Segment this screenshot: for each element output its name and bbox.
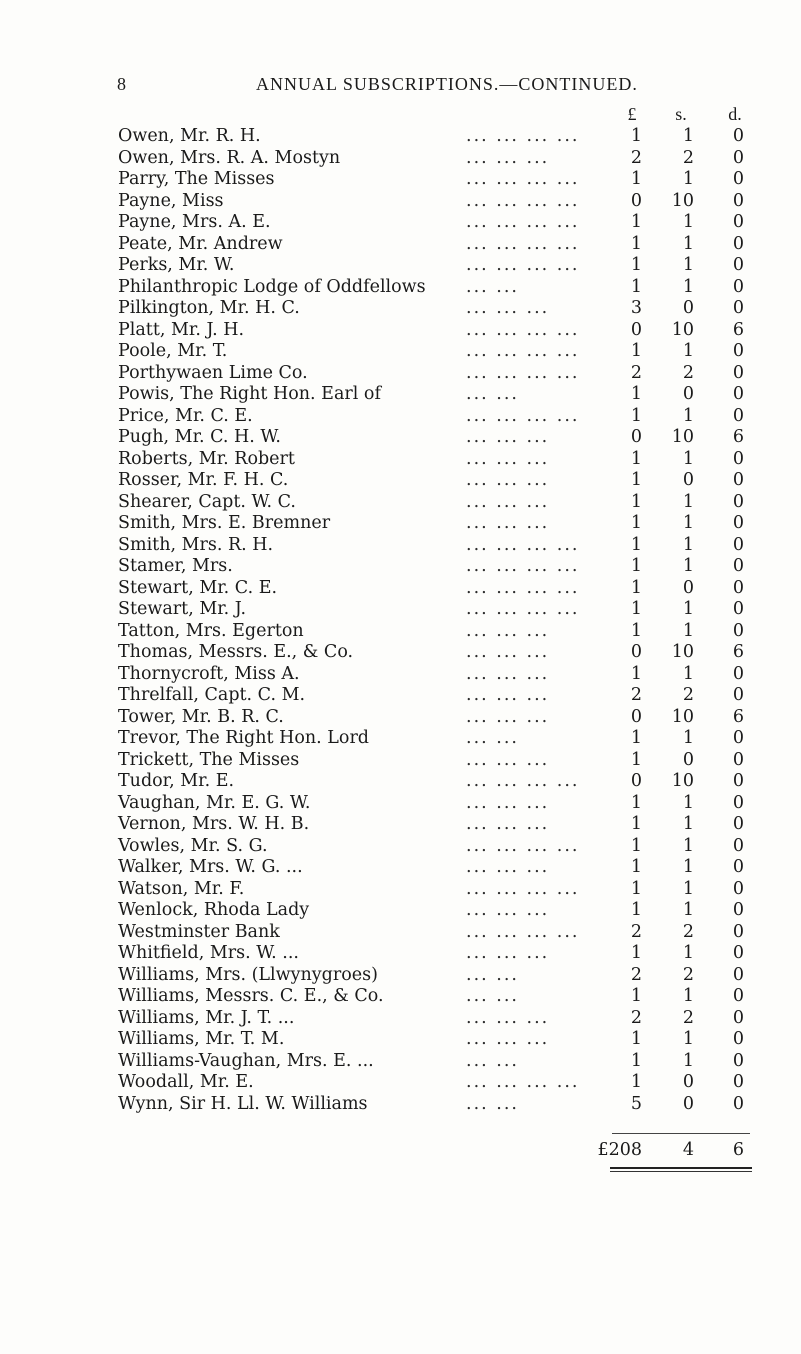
- table-row: [0, 857, 801, 879]
- subscriber-name: Owen, Mrs. R. A. Mostyn: [118, 147, 341, 168]
- table-row: [0, 879, 801, 901]
- subscriber-name: Threlfall, Capt. C. M.: [118, 685, 306, 705]
- subscription-list: [0, 126, 801, 1115]
- leader-dots: ... ... ...: [466, 470, 550, 490]
- table-row: [0, 427, 801, 449]
- amount-shillings: 10: [671, 706, 694, 727]
- subscriber-name: Williams, Mr. T. M.: [118, 1029, 285, 1049]
- amount-pounds: 1: [630, 169, 642, 189]
- table-row: [0, 1051, 801, 1073]
- leader-dots: ... ... ... ...: [466, 319, 580, 340]
- amount-pounds: 1: [630, 233, 642, 254]
- amount-shillings: 1: [682, 255, 694, 275]
- amount-shillings: 0: [682, 749, 694, 770]
- table-row: [0, 707, 801, 729]
- amount-pounds: 0: [630, 771, 642, 791]
- leader-dots: ... ... ... ...: [466, 255, 580, 275]
- amount-pence: 0: [732, 986, 744, 1006]
- table-row: [0, 986, 801, 1008]
- leader-dots: ... ... ...: [466, 943, 550, 963]
- table-row: [0, 1008, 801, 1030]
- leader-dots: ... ... ...: [466, 900, 550, 920]
- amount-shillings: 0: [682, 577, 694, 598]
- table-row: [0, 470, 801, 492]
- leader-dots: ... ... ...: [466, 749, 550, 770]
- amount-pounds: 1: [630, 212, 642, 232]
- leader-dots: ... ... ... ...: [466, 405, 580, 426]
- amount-pence: 0: [732, 620, 744, 641]
- amount-pounds: 1: [630, 663, 642, 684]
- amount-pence: 0: [732, 964, 744, 985]
- amount-pence: 0: [732, 921, 744, 942]
- leader-dots: ... ... ...: [466, 513, 550, 533]
- subscriber-name: Trevor, The Right Hon. Lord: [118, 728, 370, 748]
- leader-dots: ... ... ...: [466, 427, 550, 447]
- shillings-column-header: s.: [675, 104, 687, 124]
- subscriber-name: Williams, Mr. J. T. ...: [118, 1007, 295, 1028]
- table-row: [0, 621, 801, 643]
- leader-dots: ... ... ...: [466, 1007, 550, 1028]
- amount-shillings: 1: [682, 599, 694, 619]
- subscriber-name: Perks, Mr. W.: [118, 255, 235, 275]
- table-row: [0, 578, 801, 600]
- amount-pounds: 1: [630, 1029, 642, 1049]
- subscriber-name: Peate, Mr. Andrew: [118, 233, 283, 254]
- table-row: [0, 406, 801, 428]
- table-row: [0, 771, 801, 793]
- subscriber-name: Trickett, The Misses: [118, 749, 300, 770]
- leader-dots: ... ... ... ...: [466, 771, 580, 791]
- amount-shillings: 10: [671, 190, 694, 211]
- amount-shillings: 10: [671, 771, 694, 791]
- amount-pounds: 0: [630, 190, 642, 211]
- amount-pounds: 0: [630, 642, 642, 662]
- table-row: [0, 793, 801, 815]
- amount-pence: 0: [732, 362, 744, 383]
- table-row: [0, 492, 801, 514]
- subscriber-name: Woodall, Mr. E.: [118, 1072, 254, 1092]
- subscriber-name: Thomas, Messrs. E., & Co.: [118, 642, 354, 662]
- amount-shillings: 1: [682, 878, 694, 899]
- leader-dots: ... ... ... ...: [466, 921, 580, 942]
- amount-pounds: 1: [630, 448, 642, 469]
- table-row: [0, 1072, 801, 1094]
- amount-pounds: 1: [630, 857, 642, 877]
- table-row: [0, 212, 801, 234]
- leader-dots: ... ... ... ...: [466, 126, 580, 146]
- amount-pence: 0: [732, 1050, 744, 1071]
- amount-pounds: 1: [630, 986, 642, 1006]
- leader-dots: ... ...: [466, 1050, 519, 1071]
- amount-pence: 0: [732, 685, 744, 705]
- amount-pence: 0: [732, 1007, 744, 1028]
- amount-shillings: 2: [682, 921, 694, 942]
- leader-dots: ... ... ... ...: [466, 341, 580, 361]
- page-header: [0, 74, 801, 98]
- total-row: [0, 1140, 801, 1164]
- amount-shillings: 1: [682, 835, 694, 856]
- amount-pounds: 0: [630, 427, 642, 447]
- running-title: ANNUAL SUBSCRIPTIONS.—CONTINUED.: [256, 74, 638, 94]
- subscriber-name: Wenlock, Rhoda Lady: [118, 900, 310, 920]
- leader-dots: ... ... ... ...: [466, 878, 580, 899]
- amount-pence: 6: [732, 706, 744, 727]
- amount-shillings: 1: [682, 491, 694, 512]
- amount-pounds: 0: [630, 706, 642, 727]
- leader-dots: ... ... ...: [466, 685, 550, 705]
- amount-pounds: 3: [630, 298, 642, 318]
- subscriber-name: Payne, Mrs. A. E.: [118, 212, 271, 232]
- table-row: [0, 599, 801, 621]
- total-rule: [612, 1133, 750, 1134]
- amount-pence: 0: [732, 513, 744, 533]
- amount-shillings: 1: [682, 943, 694, 963]
- subscriber-name: Porthywaen Lime Co.: [118, 362, 308, 383]
- amount-pounds: 1: [630, 1072, 642, 1092]
- table-row: [0, 255, 801, 277]
- table-row: [0, 664, 801, 686]
- amount-shillings: 1: [682, 534, 694, 555]
- subscriber-name: Thornycroft, Miss A.: [118, 663, 300, 684]
- table-row: [0, 298, 801, 320]
- leader-dots: ... ... ...: [466, 147, 550, 168]
- amount-pence: 0: [732, 190, 744, 211]
- total-pounds: £208: [597, 1140, 642, 1160]
- amount-pounds: 2: [630, 921, 642, 942]
- table-row: [0, 384, 801, 406]
- amount-shillings: 1: [682, 513, 694, 533]
- amount-shillings: 1: [682, 1050, 694, 1071]
- table-row: [0, 900, 801, 922]
- amount-pounds: 1: [630, 470, 642, 490]
- amount-pounds: 2: [630, 685, 642, 705]
- subscriber-name: Price, Mr. C. E.: [118, 405, 253, 426]
- amount-pounds: 1: [630, 728, 642, 748]
- table-row: [0, 685, 801, 707]
- amount-shillings: 1: [682, 448, 694, 469]
- table-row: [0, 728, 801, 750]
- amount-pounds: 1: [630, 126, 642, 146]
- table-row: [0, 341, 801, 363]
- leader-dots: ... ...: [466, 384, 519, 404]
- table-row: [0, 320, 801, 342]
- subscriber-name: Payne, Miss: [118, 190, 224, 211]
- double-rule-upper: [610, 1167, 752, 1169]
- amount-shillings: 1: [682, 233, 694, 254]
- amount-pence: 0: [732, 255, 744, 275]
- subscriber-name: Whitfield, Mrs. W. ...: [118, 943, 299, 963]
- subscriber-name: Vowles, Mr. S. G.: [118, 835, 268, 856]
- amount-pence: 0: [732, 577, 744, 598]
- amount-pounds: 1: [630, 405, 642, 426]
- amount-pounds: 2: [630, 362, 642, 383]
- amount-pence: 0: [732, 556, 744, 576]
- subscriber-name: Wynn, Sir H. Ll. W. Williams: [118, 1093, 368, 1114]
- leader-dots: ... ...: [466, 986, 519, 1006]
- leader-dots: ... ... ...: [466, 814, 550, 834]
- amount-pence: 0: [732, 878, 744, 899]
- subscriber-name: Walker, Mrs. W. G. ...: [118, 857, 303, 877]
- amount-pounds: 2: [630, 1007, 642, 1028]
- amount-shillings: 0: [682, 298, 694, 318]
- subscriber-name: Tudor, Mr. E.: [118, 771, 235, 791]
- amount-shillings: 1: [682, 792, 694, 813]
- amount-pounds: 1: [630, 513, 642, 533]
- amount-pounds: 1: [630, 878, 642, 899]
- amount-pounds: 5: [630, 1093, 642, 1114]
- amount-pounds: 1: [630, 534, 642, 555]
- table-row: [0, 535, 801, 557]
- subscriber-name: Williams, Messrs. C. E., & Co.: [118, 986, 384, 1006]
- amount-shillings: 1: [682, 1029, 694, 1049]
- subscriber-name: Powis, The Right Hon. Earl of: [118, 384, 381, 404]
- table-row: [0, 191, 801, 213]
- amount-shillings: 10: [671, 642, 694, 662]
- pounds-column-header: £: [627, 104, 637, 124]
- subscriber-name: Roberts, Mr. Robert: [118, 448, 295, 469]
- total-pence: 6: [732, 1140, 744, 1160]
- table-row: [0, 1029, 801, 1051]
- subscriber-name: Pugh, Mr. C. H. W.: [118, 427, 281, 447]
- subscriber-name: Vernon, Mrs. W. H. B.: [118, 814, 310, 834]
- amount-pence: 0: [732, 470, 744, 490]
- leader-dots: ... ...: [466, 964, 519, 985]
- subscriber-name: Watson, Mr. F.: [118, 878, 245, 899]
- amount-shillings: 10: [671, 319, 694, 340]
- leader-dots: ... ... ...: [466, 706, 550, 727]
- amount-shillings: 10: [671, 427, 694, 447]
- amount-pounds: 0: [630, 319, 642, 340]
- table-row: [0, 943, 801, 965]
- table-row: [0, 836, 801, 858]
- amount-pence: 0: [732, 1029, 744, 1049]
- table-row: [0, 234, 801, 256]
- amount-pounds: 2: [630, 964, 642, 985]
- amount-pence: 0: [732, 384, 744, 404]
- amount-pounds: 1: [630, 276, 642, 297]
- amount-pounds: 1: [630, 1050, 642, 1071]
- table-row: [0, 513, 801, 535]
- amount-shillings: 1: [682, 986, 694, 1006]
- subscriber-name: Philanthropic Lodge of Oddfellows: [118, 276, 426, 297]
- pence-column-header: d.: [728, 104, 742, 124]
- amount-shillings: 1: [682, 212, 694, 232]
- amount-shillings: 2: [682, 1007, 694, 1028]
- table-row: [0, 750, 801, 772]
- amount-pence: 0: [732, 943, 744, 963]
- amount-pence: 0: [732, 298, 744, 318]
- amount-shillings: 1: [682, 728, 694, 748]
- amount-pence: 0: [732, 728, 744, 748]
- leader-dots: ... ...: [466, 276, 519, 297]
- amount-pence: 0: [732, 835, 744, 856]
- amount-pounds: 1: [630, 814, 642, 834]
- table-row: [0, 642, 801, 664]
- amount-pounds: 1: [630, 255, 642, 275]
- amount-pounds: 1: [630, 792, 642, 813]
- amount-pence: 6: [732, 642, 744, 662]
- amount-pence: 0: [732, 857, 744, 877]
- leader-dots: ... ... ... ...: [466, 1072, 580, 1092]
- table-row: [0, 814, 801, 836]
- leader-dots: ... ...: [466, 1093, 519, 1114]
- leader-dots: ... ... ...: [466, 298, 550, 318]
- subscriber-name: Williams-Vaughan, Mrs. E. ...: [118, 1050, 374, 1071]
- amount-pounds: 1: [630, 491, 642, 512]
- amount-pence: 0: [732, 900, 744, 920]
- amount-pence: 0: [732, 771, 744, 791]
- amount-pence: 0: [732, 147, 744, 168]
- subscriber-name: Smith, Mrs. R. H.: [118, 534, 274, 555]
- subscriber-name: Tatton, Mrs. Egerton: [118, 620, 304, 641]
- table-row: [0, 126, 801, 148]
- amount-shillings: 2: [682, 147, 694, 168]
- table-row: [0, 169, 801, 191]
- subscriber-name: Pilkington, Mr. H. C.: [118, 298, 300, 318]
- amount-pence: 0: [732, 448, 744, 469]
- amount-pence: 0: [732, 341, 744, 361]
- page-number: 8: [117, 74, 127, 94]
- table-row: [0, 922, 801, 944]
- amount-pounds: 1: [630, 835, 642, 856]
- leader-dots: ... ... ...: [466, 620, 550, 641]
- amount-pounds: 1: [630, 943, 642, 963]
- amount-pounds: 1: [630, 599, 642, 619]
- amount-shillings: 1: [682, 663, 694, 684]
- amount-shillings: 0: [682, 1072, 694, 1092]
- amount-pence: 0: [732, 1093, 744, 1114]
- amount-pence: 0: [732, 491, 744, 512]
- amount-pence: 0: [732, 405, 744, 426]
- leader-dots: ... ... ...: [466, 642, 550, 662]
- amount-shillings: 1: [682, 814, 694, 834]
- subscriber-name: Stewart, Mr. C. E.: [118, 577, 278, 598]
- leader-dots: ... ... ... ...: [466, 599, 580, 619]
- amount-pounds: 1: [630, 341, 642, 361]
- leader-dots: ... ... ...: [466, 792, 550, 813]
- amount-shillings: 0: [682, 470, 694, 490]
- table-row: [0, 1094, 801, 1116]
- amount-pence: 0: [732, 663, 744, 684]
- amount-pence: 0: [732, 1072, 744, 1092]
- leader-dots: ... ... ... ...: [466, 169, 580, 189]
- leader-dots: ... ... ... ...: [466, 233, 580, 254]
- amount-pence: 0: [732, 233, 744, 254]
- total-shillings: 4: [682, 1140, 694, 1160]
- amount-shillings: 1: [682, 900, 694, 920]
- amount-pence: 0: [732, 212, 744, 232]
- subscriber-name: Parry, The Misses: [118, 169, 275, 189]
- table-row: [0, 556, 801, 578]
- leader-dots: ... ... ... ...: [466, 577, 580, 598]
- subscriber-name: Poole, Mr. T.: [118, 341, 228, 361]
- amount-shillings: 1: [682, 405, 694, 426]
- amount-shillings: 0: [682, 384, 694, 404]
- subscriber-name: Williams, Mrs. (Llwynygroes): [118, 964, 378, 985]
- amount-pounds: 1: [630, 620, 642, 641]
- table-row: [0, 277, 801, 299]
- subscriber-name: Platt, Mr. J. H.: [118, 319, 245, 340]
- subscriber-name: Stewart, Mr. J.: [118, 599, 247, 619]
- amount-pence: 0: [732, 534, 744, 555]
- amount-shillings: 1: [682, 341, 694, 361]
- amount-pounds: 1: [630, 384, 642, 404]
- amount-shillings: 0: [682, 1093, 694, 1114]
- leader-dots: ... ... ... ...: [466, 362, 580, 383]
- table-row: [0, 363, 801, 385]
- amount-pence: 6: [732, 427, 744, 447]
- amount-pence: 6: [732, 319, 744, 340]
- amount-shillings: 2: [682, 685, 694, 705]
- subscriber-name: Tower, Mr. B. R. C.: [118, 706, 284, 727]
- amount-pence: 0: [732, 749, 744, 770]
- leader-dots: ... ... ... ...: [466, 835, 580, 856]
- subscriber-name: Stamer, Mrs.: [118, 556, 233, 576]
- subscriber-name: Vaughan, Mr. E. G. W.: [118, 792, 311, 813]
- amount-pence: 0: [732, 792, 744, 813]
- amount-shillings: 1: [682, 620, 694, 641]
- subscriber-name: Rosser, Mr. F. H. C.: [118, 470, 289, 490]
- subscriber-name: Westminster Bank: [118, 921, 280, 942]
- table-row: [0, 965, 801, 987]
- leader-dots: ... ... ...: [466, 491, 550, 512]
- leader-dots: ... ... ...: [466, 448, 550, 469]
- table-row: [0, 449, 801, 471]
- amount-pounds: 1: [630, 900, 642, 920]
- amount-pence: 0: [732, 169, 744, 189]
- subscriber-name: Smith, Mrs. E. Bremner: [118, 513, 331, 533]
- amount-pence: 0: [732, 276, 744, 297]
- subscriber-name: Shearer, Capt. W. C.: [118, 491, 296, 512]
- amount-pounds: 1: [630, 556, 642, 576]
- leader-dots: ... ... ...: [466, 1029, 550, 1049]
- leader-dots: ... ... ...: [466, 857, 550, 877]
- leader-dots: ... ... ... ...: [466, 212, 580, 232]
- amount-shillings: 1: [682, 857, 694, 877]
- double-rule-lower: [610, 1171, 752, 1172]
- amount-pounds: 2: [630, 147, 642, 168]
- leader-dots: ... ... ...: [466, 663, 550, 684]
- amount-pence: 0: [732, 814, 744, 834]
- amount-shillings: 2: [682, 362, 694, 383]
- leader-dots: ... ... ... ...: [466, 190, 580, 211]
- amount-shillings: 1: [682, 126, 694, 146]
- amount-shillings: 1: [682, 556, 694, 576]
- leader-dots: ... ... ... ...: [466, 556, 580, 576]
- subscriber-name: Owen, Mr. R. H.: [118, 126, 261, 146]
- amount-pence: 0: [732, 126, 744, 146]
- amount-shillings: 1: [682, 169, 694, 189]
- amount-pounds: 1: [630, 749, 642, 770]
- amount-shillings: 1: [682, 276, 694, 297]
- amount-shillings: 2: [682, 964, 694, 985]
- amount-pounds: 1: [630, 577, 642, 598]
- leader-dots: ... ...: [466, 728, 519, 748]
- amount-pence: 0: [732, 599, 744, 619]
- table-row: [0, 148, 801, 170]
- leader-dots: ... ... ... ...: [466, 534, 580, 555]
